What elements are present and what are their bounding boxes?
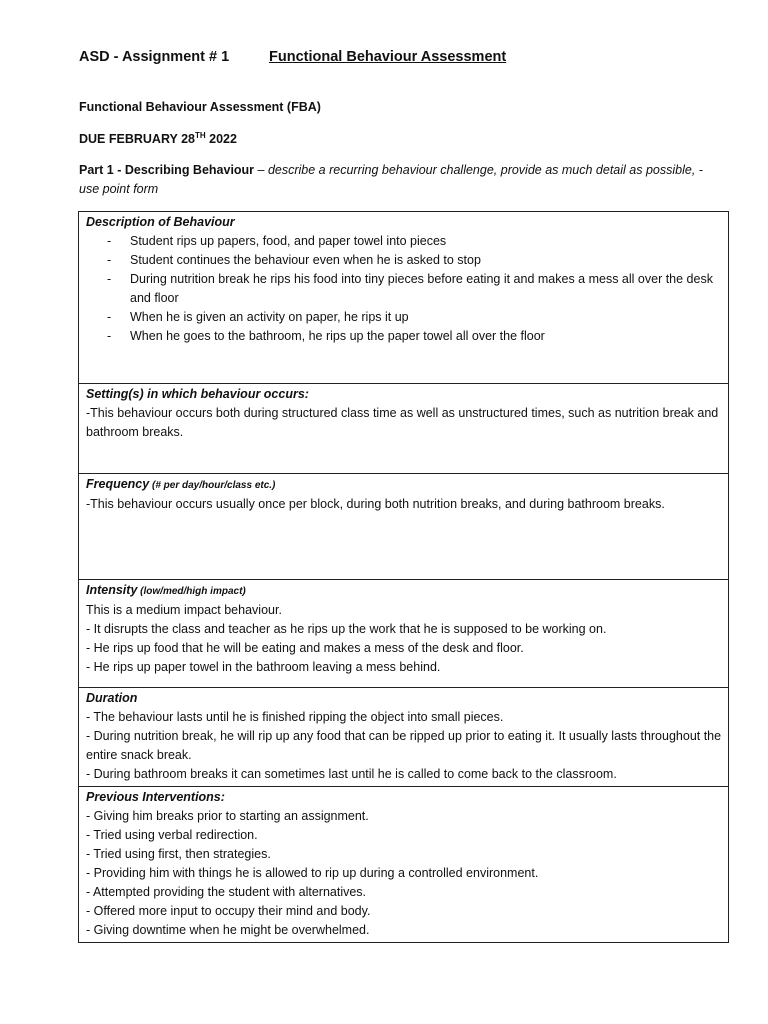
- table-row: [79, 384, 729, 474]
- frequency-cell: [79, 474, 729, 580]
- frequency-text: -This behaviour occurs usually once per block, during both nutrition breaks, and during bathroom breaks.: [86, 497, 665, 511]
- description-list: [86, 232, 722, 346]
- list-item: - When he is given an activity on paper, he rips it up: [130, 308, 722, 327]
- settings-heading: Setting(s) in which behaviour occurs:: [86, 387, 309, 401]
- intensity-cell: [79, 580, 729, 688]
- fba-table: [78, 211, 729, 943]
- table-row: [79, 580, 729, 688]
- frequency-heading: Frequency: [86, 477, 150, 491]
- due-superscript: TH: [195, 131, 206, 140]
- description-heading: Description of Behaviour: [86, 215, 235, 229]
- description-cell: [79, 212, 729, 384]
- interventions-text: - Giving him breaks prior to starting an assignment.: [86, 809, 369, 823]
- interventions-text: - Giving downtime when he might be overwhelmed.: [86, 923, 370, 937]
- interventions-heading: Previous Interventions:: [86, 790, 225, 804]
- frequency-heading-line: [86, 475, 722, 495]
- settings-text: -This behaviour occurs both during structured class time as well as unstructured times, such as nutrition break and bathroom breaks.: [86, 406, 719, 439]
- intensity-text: - He rips up food that he will be eating and makes a mess of the desk and floor.: [86, 641, 524, 655]
- interventions-text: - Providing him with things he is allowed to rip up during a controlled environment.: [86, 866, 539, 880]
- due-suffix: 2022: [205, 132, 237, 146]
- duration-text: - During nutrition break, he will rip up any food that can be ripped up prior to eating it. It usually lasts throughout the entire snack break.: [86, 729, 722, 762]
- settings-cell: [79, 384, 729, 474]
- interventions-text: - Tried using first, then strategies.: [86, 847, 271, 861]
- intensity-text: This is a medium impact behaviour.: [86, 603, 282, 617]
- intensity-heading-note: (low/med/high impact): [137, 586, 246, 597]
- intensity-text: - He rips up paper towel in the bathroom leaving a mess behind.: [86, 660, 441, 674]
- list-item: - When he goes to the bathroom, he rips up the paper towel all over the floor: [130, 327, 722, 346]
- part1-instructions: [79, 161, 709, 199]
- list-item: - During nutrition break he rips his food into tiny pieces before eating it and makes a mess all over the desk and floor: [130, 270, 722, 308]
- intensity-heading: Intensity: [86, 583, 138, 597]
- due-prefix: DUE FEBRUARY 28: [79, 132, 195, 146]
- duration-text: - During bathroom breaks it can sometimes last until he is called to come back to the classroom.: [86, 767, 617, 781]
- intensity-text: - It disrupts the class and teacher as he rips up the work that he is supposed to be working on.: [86, 622, 607, 636]
- interventions-text: - Attempted providing the student with alternatives.: [86, 885, 367, 899]
- document-header: [79, 49, 506, 65]
- assignment-subtitle: Functional Behaviour Assessment: [269, 49, 507, 65]
- part1-instruction: – describe a recurring behaviour challenge, provide as much detail as possible, - use point form: [79, 163, 703, 196]
- interventions-text: - Offered more input to occupy their mind and body.: [86, 904, 371, 918]
- frequency-heading-note: (# per day/hour/class etc.): [149, 480, 276, 491]
- duration-heading: Duration: [86, 691, 138, 705]
- part1-label: Part 1 - Describing Behaviour: [79, 163, 255, 177]
- fba-title: Functional Behaviour Assessment (FBA): [79, 100, 321, 114]
- table-row: [79, 212, 729, 384]
- due-date: [79, 131, 237, 146]
- table-row: [79, 787, 729, 943]
- table-row: [79, 688, 729, 787]
- interventions-cell: [79, 787, 729, 943]
- duration-cell: [79, 688, 729, 787]
- list-item: - Student rips up papers, food, and paper towel into pieces: [130, 232, 722, 251]
- interventions-text: - Tried using verbal redirection.: [86, 828, 258, 842]
- list-item: - Student continues the behaviour even when he is asked to stop: [130, 251, 722, 270]
- table-row: [79, 474, 729, 580]
- duration-text: - The behaviour lasts until he is finished ripping the object into small pieces.: [86, 710, 504, 724]
- intensity-heading-line: [86, 581, 722, 601]
- assignment-title: ASD - Assignment # 1: [79, 49, 230, 65]
